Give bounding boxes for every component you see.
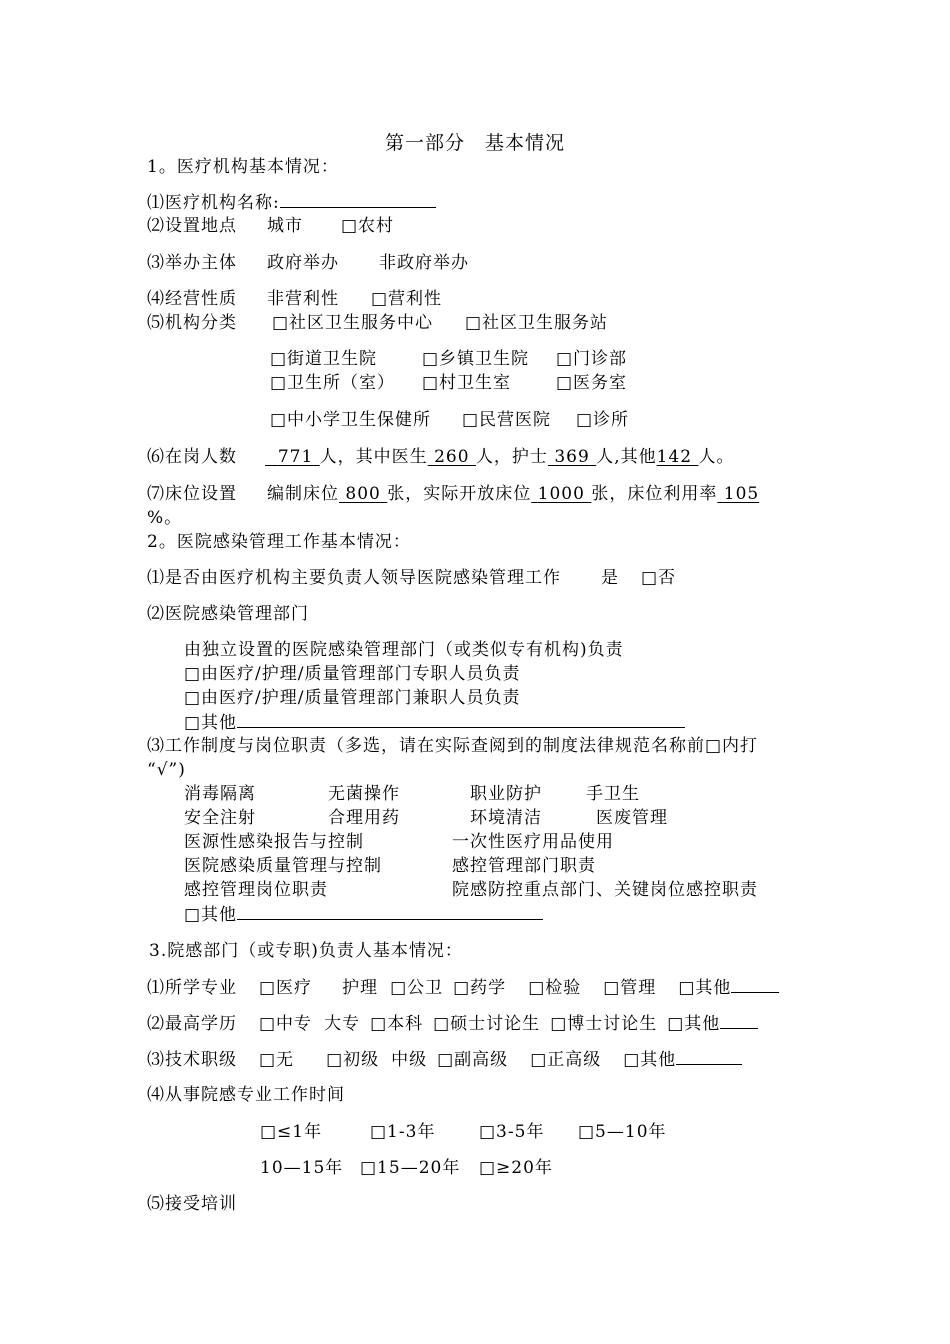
years-label: ⑷从事院感专业工作时间 [147, 1085, 345, 1105]
major-row [147, 976, 779, 999]
bed-rate-field[interactable]: 105 [723, 484, 760, 504]
bed-label: ⑺床位设置 [147, 484, 237, 504]
rank-associate-senior[interactable]: □副高级 [437, 1050, 509, 1070]
leadership-question: ⑴是否由医疗机构主要负责人领导医院感染管理工作 [147, 568, 561, 588]
rank-row [147, 1048, 742, 1071]
edu-other-field[interactable] [720, 1012, 758, 1029]
class-option-community-station[interactable]: □社区卫生服务站 [465, 313, 609, 333]
major-management[interactable]: □管理 [603, 978, 657, 998]
bed-open-field[interactable]: 1000 [537, 484, 585, 504]
rank-other[interactable]: □其他 [623, 1050, 677, 1070]
class-label: ⑸机构分类 [147, 313, 237, 333]
major-medical[interactable]: □医疗 [259, 978, 313, 998]
dept-option-independent[interactable]: 由独立设置的医院感染管理部门（或类似专有机构)负责 [184, 640, 624, 660]
bed-plan-field[interactable]: 800 [345, 484, 381, 504]
staff-total-field[interactable]: 771 [277, 447, 314, 467]
class-option-street-clinic[interactable]: □街道卫生院 [270, 349, 378, 369]
edu-master[interactable]: □硕士讨论生 [433, 1014, 541, 1034]
edu-secondary[interactable]: □中专 [259, 1014, 313, 1034]
class-option-village-clinic[interactable]: □村卫生室 [422, 373, 512, 393]
staff-label: ⑹在岗人数 [147, 447, 237, 467]
rule-environment[interactable]: 环境清洁 [470, 808, 542, 828]
leadership-yes-option[interactable]: 是 [601, 568, 619, 588]
bed-text-2: 张，实际开放床位 [387, 484, 532, 504]
major-nursing[interactable]: 护理 [342, 978, 379, 998]
location-row [147, 215, 394, 237]
major-lab[interactable]: □检验 [528, 978, 582, 998]
dept-other-field[interactable] [237, 711, 685, 728]
rule-post-duty[interactable]: 感控管理岗位职责 [184, 880, 328, 900]
class-option-private-hospital[interactable]: □民营医院 [462, 410, 552, 430]
rule-safe-injection[interactable]: 安全注射 [184, 808, 256, 828]
section-2-heading: 2。医院感染管理工作基本情况： [147, 532, 411, 552]
training-label: ⑸接受培训 [147, 1194, 237, 1214]
staff-other-field[interactable]: 142 [656, 447, 693, 467]
section-1-heading: 1。医疗机构基本情况： [147, 157, 339, 177]
location-label: ⑵设置地点 [147, 216, 237, 236]
dept-question: ⑵医院感染管理部门 [147, 604, 309, 624]
rule-other-row [184, 903, 543, 926]
rule-key-dept[interactable]: 院感防控重点部门、关键岗位感控职责 [452, 880, 758, 900]
rule-other-field[interactable] [237, 903, 543, 920]
edu-other[interactable]: □其他 [667, 1014, 721, 1034]
location-rural-checkbox[interactable]: □农村 [341, 216, 395, 236]
rank-label: ⑶技术职级 [147, 1050, 237, 1070]
rank-none[interactable]: □无 [259, 1050, 295, 1070]
location-city-option[interactable]: 城市 [267, 216, 303, 236]
leadership-no-checkbox[interactable]: □否 [641, 568, 677, 588]
section-3-heading: 3.院感部门（或专职)负责人基本情况： [149, 941, 463, 961]
institution-name-row [147, 191, 436, 214]
bed-row [147, 483, 759, 505]
years-5-10[interactable]: □5—10年 [578, 1122, 667, 1142]
page-title: 第一部分 基本情况 [384, 132, 565, 154]
nature-nonprofit-option[interactable]: 非营利性 [267, 289, 339, 309]
bed-text-1: 编制床位 [267, 484, 339, 504]
bed-text-3: 张，床位利用率 [591, 484, 718, 504]
sponsor-nongov-option[interactable]: 非政府举办 [379, 253, 469, 273]
staff-nurse-field[interactable]: 369 [554, 447, 590, 467]
education-row [147, 1012, 758, 1035]
leadership-question-row [147, 567, 676, 589]
sponsor-gov-option[interactable]: 政府举办 [267, 253, 339, 273]
class-row-1 [147, 312, 237, 334]
institution-name-label: ⑴医疗机构名称: [147, 193, 280, 213]
rank-junior[interactable]: □初级 [326, 1050, 380, 1070]
rule-disposable[interactable]: 一次性医疗用品使用 [452, 832, 614, 852]
class-option-school-clinic[interactable]: □中小学卫生保健所 [270, 410, 432, 430]
rule-other[interactable]: □其他 [184, 905, 238, 925]
years-le1[interactable]: □≤1年 [260, 1122, 323, 1142]
edu-doctor[interactable]: □博士讨论生 [550, 1014, 658, 1034]
dept-option-parttime[interactable]: □由医疗/护理/质量管理部门兼职人员负责 [184, 688, 521, 708]
major-other[interactable]: □其他 [678, 978, 732, 998]
class-option-health-room[interactable]: □卫生所（室） [270, 373, 396, 393]
staff-text-4: 人。 [698, 447, 735, 467]
dept-option-other[interactable]: □其他 [184, 713, 238, 733]
rank-other-field[interactable] [676, 1048, 742, 1065]
rule-aseptic[interactable]: 无菌操作 [328, 784, 400, 804]
years-ge20[interactable]: □≥20年 [479, 1158, 553, 1178]
staff-text-2: 人，护士 [475, 447, 548, 467]
nature-label: ⑷经营性质 [147, 289, 237, 309]
staff-text-3: 人,其他 [596, 447, 657, 467]
major-label: ⑴所学专业 [147, 978, 237, 998]
rule-hand-hygiene[interactable]: 手卫生 [586, 784, 640, 804]
class-option-township-clinic[interactable]: □乡镇卫生院 [422, 349, 530, 369]
rank-middle[interactable]: 中级 [391, 1050, 428, 1070]
staff-row [147, 446, 734, 468]
rule-occupational[interactable]: 职业防护 [470, 784, 542, 804]
dept-option-other-row [184, 711, 685, 734]
class-option-medical-room[interactable]: □医务室 [556, 373, 628, 393]
bed-rate-unit: %。 [147, 508, 183, 528]
staff-doctor-field[interactable]: 260 [434, 447, 470, 467]
institution-name-field[interactable] [280, 191, 436, 208]
staff-text-1: 人，其中医生 [319, 447, 428, 467]
rank-senior[interactable]: □正高级 [530, 1050, 602, 1070]
edu-college[interactable]: 大专 [324, 1014, 361, 1034]
years-15-20[interactable]: □15—20年 [360, 1158, 461, 1178]
rules-question-line1: ⑶工作制度与岗位职责（多选，请在实际查阅到的制度法律规范名称前□内打 [147, 736, 759, 756]
rule-dept-duty[interactable]: 感控管理部门职责 [452, 856, 596, 876]
class-option-outpatient[interactable]: □门诊部 [556, 349, 628, 369]
years-1-3[interactable]: □1-3年 [370, 1122, 436, 1142]
edu-bachelor[interactable]: □本科 [370, 1014, 424, 1034]
nature-row [147, 288, 442, 310]
class-option-clinic[interactable]: □诊所 [576, 410, 630, 430]
rule-rational-drug[interactable]: 合理用药 [328, 808, 400, 828]
education-label: ⑵最高学历 [147, 1014, 237, 1034]
sponsor-row [147, 252, 469, 274]
major-other-field[interactable] [731, 976, 779, 993]
dept-option-fulltime[interactable]: □由医疗/护理/质量管理部门专职人员负责 [184, 664, 521, 684]
years-3-5[interactable]: □3-5年 [479, 1122, 545, 1142]
major-pharmacy[interactable]: □药学 [453, 978, 507, 998]
nature-profit-checkbox[interactable]: □营利性 [371, 289, 443, 309]
rule-disinfection[interactable]: 消毒隔离 [184, 784, 256, 804]
rules-question-line2: “√”) [147, 760, 186, 780]
rule-quality[interactable]: 医院感染质量管理与控制 [184, 856, 382, 876]
sponsor-label: ⑶举办主体 [147, 253, 237, 273]
rule-iatrogenic[interactable]: 医源性感染报告与控制 [184, 832, 364, 852]
class-option-community-center[interactable]: □社区卫生服务中心 [272, 313, 434, 333]
rule-medical-waste[interactable]: 医废管理 [596, 808, 668, 828]
major-public-health[interactable]: □公卫 [390, 978, 444, 998]
years-10-15[interactable]: 10—15年 [260, 1158, 344, 1178]
